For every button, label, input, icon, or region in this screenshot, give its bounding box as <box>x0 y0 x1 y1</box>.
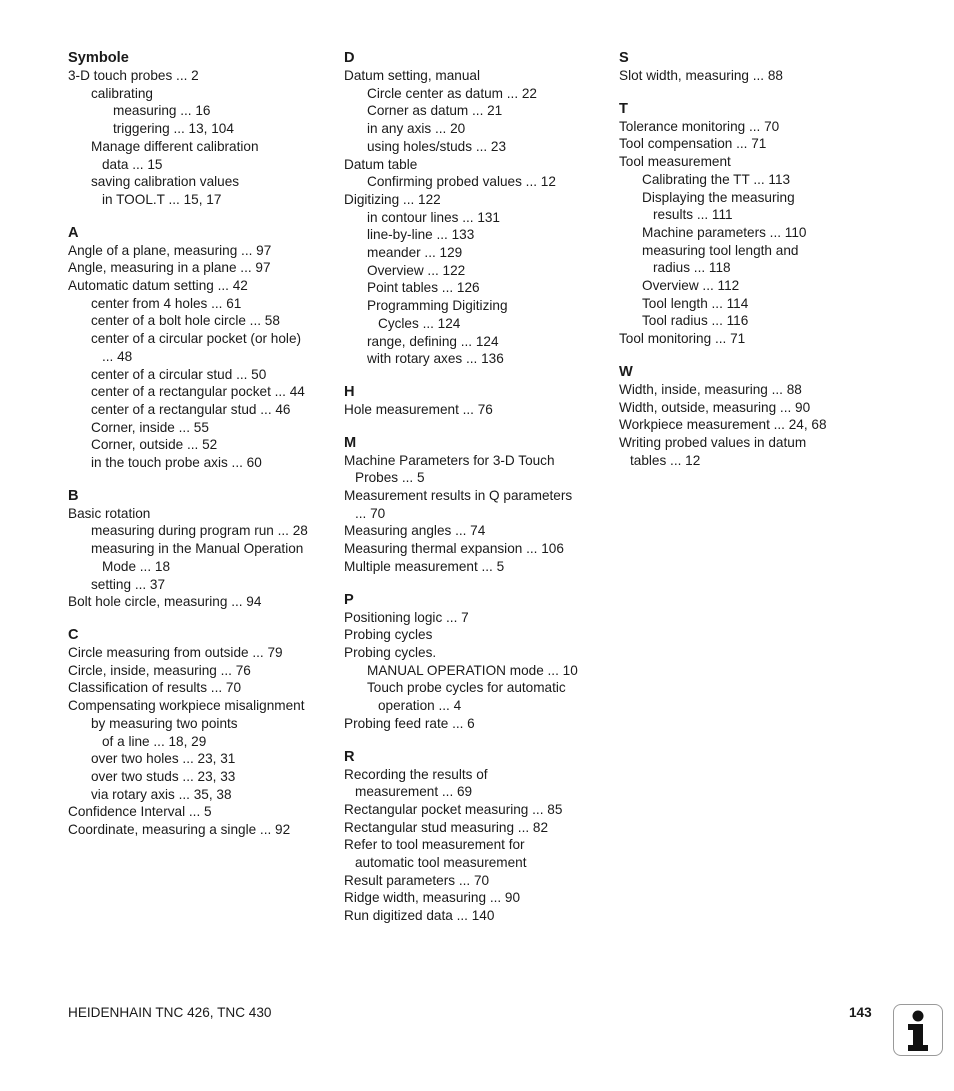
index-entry: Automatic datum setting ... 42 <box>68 278 248 294</box>
index-subentry: Programming Digitizing <box>367 298 508 314</box>
index-subentry: Calibrating the TT ... 113 <box>642 171 791 187</box>
index-subentry: measuring in the Manual Operation <box>91 541 304 557</box>
index-subentry: Overview ... 122 <box>367 262 466 278</box>
index-subentry: Circle center as datum ... 22 <box>367 85 537 101</box>
index-subentry: MANUAL OPERATION mode ... 10 <box>367 662 578 678</box>
index-entry: Rectangular stud measuring ... 82 <box>344 819 549 835</box>
section-heading: M <box>344 434 357 451</box>
index-subentry: tables ... 12 <box>630 452 701 468</box>
index-subentry: Corner, outside ... 52 <box>91 437 218 453</box>
index-subentry: automatic tool measurement <box>355 855 527 871</box>
section-heading: D <box>344 50 355 66</box>
index-subentry: center of a circular pocket (or hole) <box>91 331 302 347</box>
index-subentry: center of a bolt hole circle ... 58 <box>91 313 280 329</box>
index-section <box>344 383 609 419</box>
index-subentry: radius ... 118 <box>653 260 731 276</box>
index-section <box>68 487 333 611</box>
index-subentry: Machine parameters ... 110 <box>642 224 807 240</box>
index-subentry: Overview ... 112 <box>642 278 740 294</box>
index-subentry: Mode ... 18 <box>102 558 171 574</box>
index-section <box>68 224 333 472</box>
index-entry: Basic rotation <box>68 505 151 521</box>
index-entry: Writing probed values in datum <box>619 434 807 450</box>
index-subentry: operation ... 4 <box>378 698 462 714</box>
index-subentry: using holes/studs ... 23 <box>367 138 507 154</box>
section-heading: T <box>619 100 628 117</box>
index-subentry: measurement ... 69 <box>355 784 473 800</box>
index-column-1 <box>68 49 333 854</box>
index-subentry: Tool length ... 114 <box>642 295 749 311</box>
index-entry: Multiple measurement ... 5 <box>344 558 505 574</box>
index-subentry: results ... 111 <box>653 207 733 223</box>
index-subentry: measuring ... 16 <box>113 103 211 119</box>
index-entry: Run digitized data ... 140 <box>344 908 495 924</box>
index-section <box>68 49 333 209</box>
index-subentry: of a line ... 18, 29 <box>102 733 207 749</box>
footer-title: HEIDENHAIN TNC 426, TNC 430 <box>68 1005 272 1020</box>
index-entry: Tool monitoring ... 71 <box>619 331 746 347</box>
index-subentry: meander ... 129 <box>367 245 463 261</box>
index-subentry: Cycles ... 124 <box>378 315 461 331</box>
index-entry: Coordinate, measuring a single ... 92 <box>68 822 291 838</box>
index-subentry: over two studs ... 23, 33 <box>91 768 236 784</box>
index-subentry: in the touch probe axis ... 60 <box>91 455 262 471</box>
index-entry: Datum table <box>344 156 418 172</box>
index-entry: Probing cycles. <box>344 644 437 660</box>
index-column-3 <box>619 49 884 484</box>
index-entry: Machine Parameters for 3-D Touch <box>344 452 555 468</box>
index-section <box>619 100 884 348</box>
index-subentry: Tool radius ... 116 <box>642 313 749 329</box>
index-subentry: in any axis ... 20 <box>367 121 466 137</box>
index-subentry: calibrating <box>91 85 153 101</box>
index-subentry: Corner as datum ... 21 <box>367 103 503 119</box>
section-heading: H <box>344 383 355 400</box>
index-entry: Circle measuring from outside ... 79 <box>68 644 283 660</box>
page-number: 143 <box>849 1005 872 1020</box>
section-heading: W <box>619 363 633 380</box>
index-subentry: center from 4 holes ... 61 <box>91 295 242 311</box>
index-entry: Refer to tool measurement for <box>344 837 525 853</box>
index-entry: Ridge width, measuring ... 90 <box>344 890 521 906</box>
index-subentry: Displaying the measuring <box>642 189 795 205</box>
index-section <box>344 49 609 368</box>
index-subentry: with rotary axes ... 136 <box>367 351 504 367</box>
index-subentry: ... 48 <box>102 348 133 364</box>
index-subentry: Manage different calibration <box>91 138 259 154</box>
index-subentry: ... 70 <box>355 505 386 521</box>
index-subentry: in TOOL.T ... 15, 17 <box>102 191 222 207</box>
index-subentry: triggering ... 13, 104 <box>113 121 234 137</box>
index-entry: Result parameters ... 70 <box>344 872 490 888</box>
index-section <box>344 591 609 733</box>
index-entry: Rectangular pocket measuring ... 85 <box>344 801 563 817</box>
index-entry: Probing cycles <box>344 627 433 643</box>
index-subentry: center of a circular stud ... 50 <box>91 366 267 382</box>
index-subentry: line-by-line ... 133 <box>367 227 475 243</box>
index-entry: Bolt hole circle, measuring ... 94 <box>68 594 262 610</box>
index-entry: Width, inside, measuring ... 88 <box>619 381 802 397</box>
index-entry: Tool compensation ... 71 <box>619 136 767 152</box>
section-heading: C <box>68 626 79 643</box>
index-subentry: range, defining ... 124 <box>367 333 499 349</box>
index-subentry: in contour lines ... 131 <box>367 209 500 225</box>
index-section <box>344 748 609 925</box>
index-entry: 3-D touch probes ... 2 <box>68 68 199 83</box>
index-entry: Confidence Interval ... 5 <box>68 804 212 820</box>
index-entry: Hole measurement ... 76 <box>344 401 493 417</box>
index-section <box>619 363 884 470</box>
index-subentry: saving calibration values <box>91 174 240 190</box>
index-entry: Recording the results of <box>344 766 488 782</box>
index-column-2 <box>344 49 609 940</box>
index-section <box>344 434 609 576</box>
index-subentry: center of a rectangular pocket ... 44 <box>91 384 305 400</box>
index-entry: Digitizing ... 122 <box>344 191 441 207</box>
index-subentry: via rotary axis ... 35, 38 <box>91 786 232 802</box>
index-entry: Angle of a plane, measuring ... 97 <box>68 242 272 258</box>
section-heading: Symbole <box>68 50 129 66</box>
section-heading: R <box>344 748 355 765</box>
index-subentry: by measuring two points <box>91 715 238 731</box>
index-subentry: Probes ... 5 <box>355 470 425 486</box>
index-entry: Classification of results ... 70 <box>68 680 242 696</box>
index-section <box>619 49 884 85</box>
index-entry: Angle, measuring in a plane ... 97 <box>68 260 271 276</box>
index-entry: Measurement results in Q parameters <box>344 488 573 504</box>
index-subentry: Corner, inside ... 55 <box>91 419 209 435</box>
index-entry: Compensating workpiece misalignment <box>68 698 305 714</box>
index-subentry: setting ... 37 <box>91 576 166 592</box>
section-heading: B <box>68 487 79 504</box>
section-heading: P <box>344 591 354 608</box>
index-subentry: data ... 15 <box>102 156 163 172</box>
index-subentry: Point tables ... 126 <box>367 280 480 296</box>
index-entry: Positioning logic ... 7 <box>344 609 469 625</box>
index-entry: Circle, inside, measuring ... 76 <box>68 662 251 678</box>
index-subentry: center of a rectangular stud ... 46 <box>91 401 291 417</box>
index-entry: Tool measurement <box>619 154 731 170</box>
index-entry: Width, outside, measuring ... 90 <box>619 399 811 415</box>
section-heading: S <box>619 50 629 66</box>
index-subentry: Touch probe cycles for automatic <box>367 680 566 696</box>
index-entry: Measuring thermal expansion ... 106 <box>344 541 564 557</box>
section-heading: A <box>68 224 79 241</box>
index-subentry: measuring tool length and <box>642 242 799 258</box>
index-subentry: Confirming probed values ... 12 <box>367 174 556 190</box>
index-entry: Probing feed rate ... 6 <box>344 715 475 731</box>
index-subentry: over two holes ... 23, 31 <box>91 751 236 767</box>
info-icon <box>893 1004 943 1056</box>
index-entry: Slot width, measuring ... 88 <box>619 68 783 83</box>
index-section <box>68 626 333 839</box>
index-entry: Workpiece measurement ... 24, 68 <box>619 417 827 433</box>
index-entry: Datum setting, manual <box>344 68 481 83</box>
index-entry: Tolerance monitoring ... 70 <box>619 118 780 134</box>
index-entry: Measuring angles ... 74 <box>344 523 486 539</box>
index-subentry: measuring during program run ... 28 <box>91 523 308 539</box>
